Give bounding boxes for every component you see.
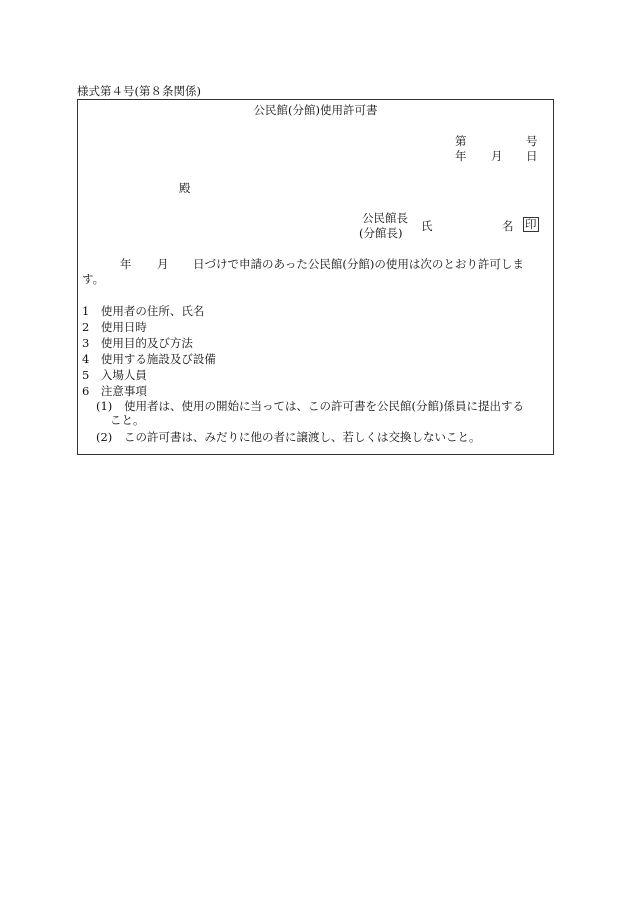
list-item: 1 使用者の住所、氏名 <box>82 304 205 318</box>
addressee-honorific: 殿 <box>179 181 191 195</box>
body-month: 月 <box>157 257 169 271</box>
body-year: 年 <box>120 257 132 271</box>
number-suffix: 号 <box>526 134 538 148</box>
issuer-name-mei: 名 <box>502 219 514 233</box>
body-text-line1: 日づけで申請のあった公民館(分館)の使用は次のとおり許可しま <box>193 257 524 271</box>
number-prefix: 第 <box>455 134 467 148</box>
list-item: 6 注意事項 <box>82 384 147 398</box>
date-year: 年 <box>455 149 467 163</box>
date-day: 日 <box>526 149 538 163</box>
note-text-line2: こと。 <box>110 413 145 427</box>
note-text-line1: 使用者は、使用の開始に当っては、この許可書を公民館(分館)係員に提出する <box>124 399 524 413</box>
list-item: 4 使用する施設及び設備 <box>82 352 216 366</box>
document-title: 公民館(分館)使用許可書 <box>253 103 378 117</box>
note-number: (1) <box>96 399 113 413</box>
date-month: 月 <box>491 149 503 163</box>
body-text-line2: す。 <box>82 272 105 286</box>
issuer-title-line2: (分館長) <box>359 226 403 240</box>
note-number: (2) <box>96 430 113 444</box>
form-label: 様式第４号(第８条関係) <box>77 84 201 98</box>
seal-mark: 印 <box>525 217 537 231</box>
permit-form-frame <box>77 99 554 455</box>
note-text-line1: この許可書は、みだりに他の者に譲渡し、若しくは交換しないこと。 <box>124 430 481 444</box>
issuer-title-line1: 公民館長 <box>362 211 408 225</box>
list-item: 5 入場人員 <box>82 368 147 382</box>
list-item: 3 使用目的及び方法 <box>82 336 193 350</box>
issuer-name-shi: 氏 <box>421 219 433 233</box>
list-item: 2 使用日時 <box>82 320 147 334</box>
